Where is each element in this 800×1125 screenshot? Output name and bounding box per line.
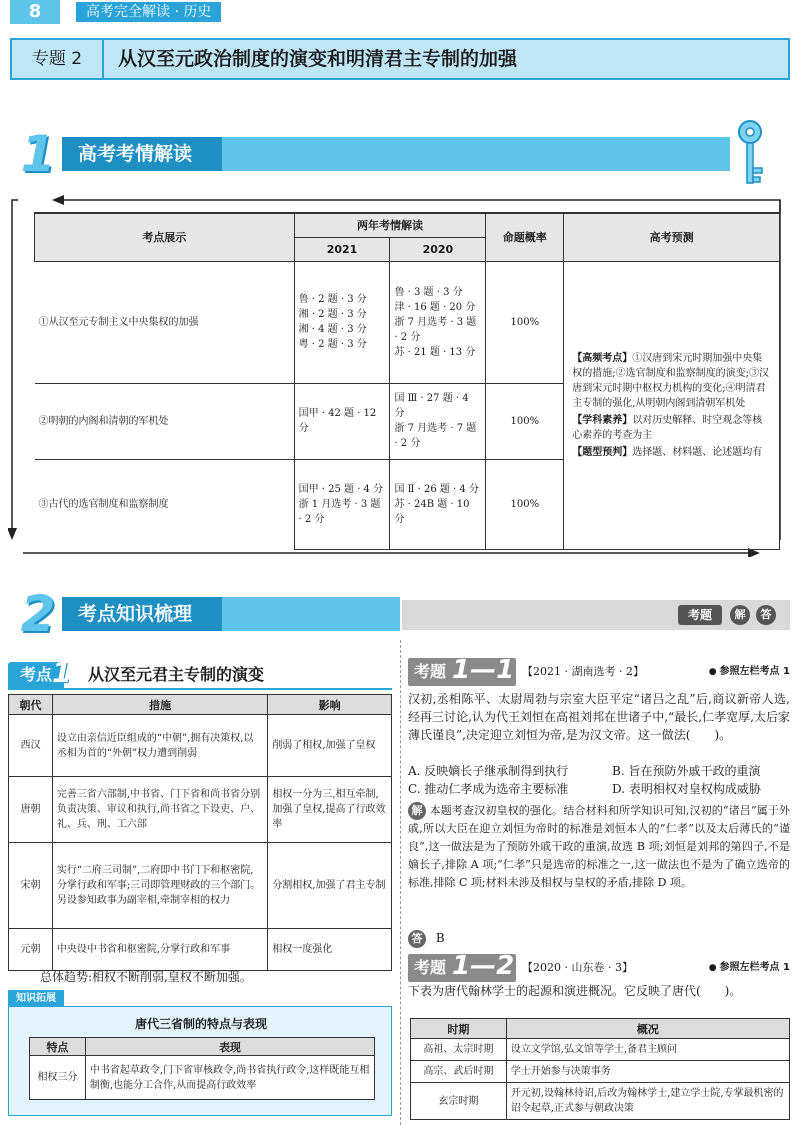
period-cell: 高宗、武后时期	[411, 1061, 507, 1083]
overview-cell: 设立文学馆,弘文馆等学士,备君主顾问	[506, 1039, 789, 1061]
prob-cell: 100%	[486, 261, 564, 383]
answer-header-bar	[402, 600, 790, 630]
point-cell: ②明朝的内阁和清朝的军机处	[35, 383, 295, 459]
header-period: 时期	[411, 1019, 507, 1039]
topic-banner	[10, 38, 790, 80]
y2021-cell: 国甲 · 42 题 · 12 分	[294, 383, 390, 459]
jie-badge: 解	[408, 802, 426, 820]
dynasty-cell: 元朝	[9, 929, 53, 971]
prob-cell: 100%	[486, 383, 564, 459]
kaodian-tag: 考点	[8, 662, 64, 688]
show-cell: 中书省起草政令,门下省审核政令,尚书省执行政令,这样既能互相制衡,也能分工合作,从而提高行政效率	[85, 1056, 374, 1100]
table-row	[9, 843, 392, 929]
section2-bar-extension	[222, 597, 400, 631]
overview-cell: 学士开始参与决策事务	[506, 1061, 789, 1083]
question1-stem: 汉初,丞相陈平、太尉周勃与宗室大臣平定“诸吕之乱”后,商议新帝人选,经再三讨论,认为代王刘恒在高祖刘邦在世诸子中,“最长,仁孝宽厚,太后家薄氏谨良”,决定迎立刘恒为帝,是为汉文帝。这一做法( )。	[408, 692, 790, 742]
kaodian-number: 1	[52, 656, 72, 689]
question-ref: ● 参照左栏考点 1	[709, 658, 790, 686]
section2-title: 考点知识梳理	[62, 597, 222, 631]
header-overview: 概况	[506, 1019, 789, 1039]
measure-cell: 设立由亲信近臣组成的“中朝”,拥有决策权,以丞相为首的“外朝”权力遭到削弱	[52, 715, 267, 777]
y2021-cell: 国甲 · 25 题 · 4 分 浙 1 月选考 · 3 题 · 2 分	[294, 459, 390, 549]
book-title: 高考完全解读 · 历史	[76, 2, 221, 22]
kaodian-title: 从汉至元君主专制的演变	[88, 665, 265, 684]
table-row	[411, 1039, 790, 1061]
header-2021: 2021	[294, 237, 390, 261]
dynasty-cell: 西汉	[9, 715, 53, 777]
question-label: 考题	[414, 662, 447, 681]
measure-cell: 实行“二府三司制”,二府即中书门下和枢密院,分掌行政和军事;三司即管理财政的三个部门。另设参知政事为副宰相,牵制宰相的权力	[52, 843, 267, 929]
effect-cell: 相权一度强化	[268, 929, 392, 971]
question2-header	[408, 951, 790, 982]
header-measure: 措施	[52, 695, 267, 715]
three-departments-table	[29, 1037, 375, 1100]
effect-cell: 分割相权,加强了君主专制	[268, 843, 392, 929]
point-cell: ①从汉至元专制主义中央集权的加强	[38, 316, 199, 328]
knowledge-extension-box	[8, 1006, 392, 1116]
option-a: A. 反映嫡长子继承制得到执行	[408, 764, 569, 778]
page-header	[0, 0, 800, 24]
option-b: B. 旨在预防外戚干政的重演	[612, 764, 761, 778]
forecast-tag: 【学科素养】	[572, 414, 633, 426]
trend-summary: 总体趋势:相权不断削弱,皇权不断加强。	[40, 970, 252, 984]
question-source: 【2021 · 湖南选考 · 2】	[522, 665, 644, 678]
prob-cell: 100%	[486, 459, 564, 549]
extension-caption: 唐代三省制的特点与表现	[134, 1017, 267, 1031]
point-cell: ③古代的选官制度和监察制度	[35, 459, 295, 549]
section2-number: 2	[20, 585, 56, 643]
jie-circle: 解	[730, 605, 750, 625]
table-row	[9, 929, 392, 971]
question2-stem: 下表为唐代翰林学士的起源和演进概况。它反映了唐代( )。	[408, 984, 742, 998]
explanation-text: 本题考查汉初皇权的强化。结合材料和所学知识可知,汉初的“诸吕”属于外戚,所以大臣在迎立刘恒为帝时的标准是刘恒本人的“仁孝”以及太后薄氏的“谨良”,这一做法是为了预防外戚干政的重演,故选 B 项;刘恒是刘邦的第四子,不是嫡长子,排除 A 项;“仁孝”只是选帝的标准之一,这一做法也不是为了确立选帝的标准,排除 C 项;材料未涉及相权与皇权的矛盾,排除 D 项。	[408, 804, 790, 889]
topic-title: 从汉至元政治制度的演变和明清君主专制的加强	[118, 48, 518, 70]
da-badge: 答	[408, 930, 426, 948]
question-number: 1—1	[452, 655, 515, 685]
question1-answer	[408, 928, 445, 948]
header-point: 考点展示	[35, 213, 295, 261]
question1-explanation	[408, 802, 790, 892]
dynasty-cell: 宋朝	[9, 843, 53, 929]
table-row	[35, 261, 780, 383]
period-cell: 玄宗时期	[411, 1083, 507, 1120]
header-two-year: 两年考情解读	[294, 213, 486, 237]
kaodian1-header	[8, 656, 392, 690]
section1-title: 高考考情解读	[62, 137, 222, 171]
exam-analysis-table	[34, 212, 780, 550]
y2021-cell: 鲁 · 2 题 · 3 分 湘 · 2 题 · 3 分 湘 · 4 题 · 3 分 粤 · 2 题 · 3 分	[294, 261, 390, 383]
effect-cell: 相权一分为三,相互牵制,加强了皇权,提高了行政效率	[268, 777, 392, 843]
y2020-cell: 鲁 · 3 题 · 3 分 津 · 16 题 · 20 分 浙 7 月选考 · 3 题 · 2 分 苏 · 21 题 · 13 分	[390, 261, 486, 383]
knowledge-extension-tag: 知识拓展	[8, 990, 64, 1007]
period-cell: 高祖、太宗时期	[411, 1039, 507, 1061]
header-show: 表现	[85, 1038, 374, 1056]
option-d: D. 表明相权对皇权构成威胁	[612, 782, 761, 796]
feature-cell: 相权三分	[30, 1056, 86, 1100]
question-label: 考题	[414, 958, 447, 977]
table-row	[30, 1056, 375, 1100]
question1-options	[408, 762, 790, 798]
y2020-cell: 国 Ⅱ · 26 题 · 4 分 苏 · 24B 题 · 10 分	[390, 459, 486, 549]
header-2020: 2020	[390, 237, 486, 261]
measure-cell: 中央设中书省和枢密院,分掌行政和军事	[52, 929, 267, 971]
section1-bar-extension	[222, 137, 730, 171]
forecast-text: 以对历史解释、时空观念等核心素养的考查为主	[572, 414, 763, 441]
y2020-cell: 国 Ⅲ · 27 题 · 4 分 浙 7 月选考 · 7 题 · 2 分	[390, 383, 486, 459]
hanlin-table	[410, 1018, 790, 1120]
question-label-box	[408, 951, 516, 982]
table-row	[411, 1083, 790, 1120]
forecast-text: ①汉唐到宋元时期加强中央集权的措施;②选官制度和监察制度的演变;③汉唐到宋元时期中枢权力机构的变化;④明清君主专制的强化,从明朝内阁到清朝军机处	[572, 352, 769, 409]
forecast-tag: 【题型预判】	[572, 446, 633, 458]
header-feature: 特点	[30, 1038, 86, 1056]
option-c: C. 推动仁孝成为选帝主要标准	[408, 782, 569, 796]
question1-header	[408, 655, 790, 686]
header-dynasty: 朝代	[9, 695, 53, 715]
page-number: 8	[10, 0, 60, 24]
da-circle: 答	[756, 605, 776, 625]
table-row	[9, 777, 392, 843]
effect-cell: 削弱了相权,加强了皇权	[268, 715, 392, 777]
section1-number: 1	[20, 125, 56, 183]
forecast-tag: 【高频考点】	[572, 352, 633, 364]
answer-text: B	[435, 931, 445, 945]
topic-label: 专题 2	[12, 40, 104, 78]
section1-header	[10, 125, 730, 183]
question-number: 1—2	[452, 951, 515, 981]
key-icon	[730, 118, 770, 190]
overview-cell: 开元初,设翰林待诏,后改为翰林学士,建立学士院,专掌最机密的诏令起草,正式参与朝政决策	[506, 1083, 789, 1120]
question-source: 【2020 · 山东卷 · 3】	[522, 961, 633, 974]
section2-header	[10, 585, 400, 643]
forecast-cell	[564, 261, 780, 549]
forecast-text: 选择题、材料题、论述题均有	[632, 446, 763, 458]
answer-label: 考题	[678, 605, 722, 625]
table-row	[411, 1061, 790, 1083]
header-prob: 命题概率	[486, 213, 564, 261]
column-divider	[400, 640, 401, 1125]
question-label-box	[408, 655, 516, 686]
question-ref: ● 参照左栏考点 1	[709, 954, 790, 982]
table-row	[9, 715, 392, 777]
measure-cell: 完善三省六部制,中书省、门下省和尚书省分别负责决策、审议和执行,尚书省之下设吏、户、礼、兵、刑、工六部	[52, 777, 267, 843]
dynasty-table	[8, 694, 392, 971]
header-effect: 影响	[268, 695, 392, 715]
header-forecast: 高考预测	[564, 213, 780, 261]
dynasty-cell: 唐朝	[9, 777, 53, 843]
